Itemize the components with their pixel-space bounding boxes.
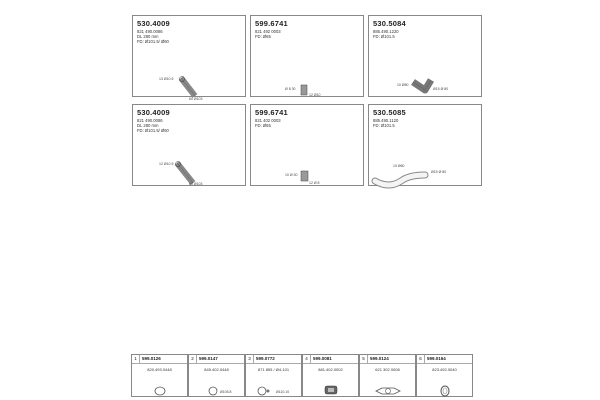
- accessory-number: 599.0164: [427, 356, 446, 361]
- part-spec-line: FD: Ø65: [255, 123, 271, 128]
- part-card[interactable]: [132, 15, 246, 101]
- part-number: 530.5085: [373, 108, 406, 117]
- part-card[interactable]: [250, 104, 364, 186]
- part-number: 599.6741: [255, 19, 288, 28]
- accessory-code: 621 302 0008: [375, 367, 400, 372]
- pipe-dimension-label: 12 Ø 8: [309, 181, 320, 185]
- accessory-card[interactable]: [245, 354, 302, 397]
- accessory-index: 5: [360, 355, 368, 363]
- part-spec-line: 885.490.1120: [373, 118, 399, 123]
- part-number: 530.4009: [137, 19, 170, 28]
- accessory-index: 4: [303, 355, 311, 363]
- pipe-clamp-icon: [132, 355, 189, 398]
- part-card[interactable]: [368, 15, 482, 97]
- part-spec-line: DL 280 mm: [137, 123, 159, 128]
- accessory-code: 871 855 / Ø4-101: [257, 367, 290, 372]
- accessory-index: 6: [417, 355, 425, 363]
- part-spec-line: DL 280 mm: [137, 34, 159, 39]
- accessory-index: 1: [132, 355, 140, 363]
- pipe-dimension-label: Ø15 Ø 80: [431, 170, 447, 174]
- pipe-dimension-label: 13 Ø10.5: [159, 77, 174, 81]
- accessory-card[interactable]: [416, 354, 473, 397]
- accessory-number: 599.0081: [313, 356, 332, 361]
- flange-gasket-icon: [360, 355, 417, 398]
- part-spec-line: 885.490.1220: [373, 29, 399, 34]
- part-spec-line: FD: Ø101.5: [373, 34, 395, 39]
- pipe-connector-drawing: [251, 105, 365, 187]
- exhaust-pipe-drawing: [133, 16, 247, 101]
- accessory-code: 881.402.0002: [318, 367, 343, 372]
- exhaust-bend-drawing: [369, 105, 483, 187]
- accessory-index: 2: [189, 355, 197, 363]
- accessory-code: 823.492.0040: [432, 367, 457, 372]
- part-spec-line: FD: Ø101.5/ Ø60: [137, 128, 169, 133]
- part-spec-line: 821 490.0086: [137, 29, 163, 34]
- exhaust-pipe-drawing: [133, 105, 247, 187]
- accessory-number: 599.0126: [142, 356, 161, 361]
- accessory-code: 845.402.0448: [204, 367, 229, 372]
- exhaust-clamp-icon: [246, 355, 303, 398]
- pipe-dimension-label: 10 Ø50: [397, 83, 409, 87]
- pipe-connector-drawing: [251, 16, 365, 98]
- part-spec-line: FD: Ø65: [255, 34, 271, 39]
- part-spec-line: FD: Ø101.5: [373, 123, 395, 128]
- part-card[interactable]: [368, 104, 482, 186]
- accessory-code: 820.493.0448: [147, 367, 172, 372]
- pipe-dimension-label: 60 Ø103: [189, 182, 203, 186]
- part-spec-line: 821 490.0086: [137, 118, 163, 123]
- part-number: 530.4009: [137, 108, 170, 117]
- pipe-dimension-label: 10 Ø 30: [285, 173, 298, 177]
- sealing-ring-icon: [417, 355, 474, 398]
- part-number: 599.6741: [255, 108, 288, 117]
- pipe-dimension-label: 12 Ø10: [309, 93, 321, 97]
- pipe-dimension-label: 60 Ø103: [189, 97, 203, 101]
- accessory-card[interactable]: [188, 354, 245, 397]
- accessory-card[interactable]: [131, 354, 188, 397]
- part-spec-line: FD: Ø101.5/ Ø60: [137, 39, 169, 44]
- accessory-number: 599.0124: [370, 356, 389, 361]
- accessory-index: 3: [246, 355, 254, 363]
- part-card[interactable]: [132, 104, 246, 186]
- clamp-size-label: Ø110.10: [276, 390, 290, 394]
- pipe-dimension-label: Ø15 Ø 80: [433, 87, 449, 91]
- accessory-card[interactable]: [302, 354, 359, 397]
- pipe-dimension-label: 12 Ø10.5: [159, 162, 174, 166]
- accessory-number: 599.0147: [199, 356, 218, 361]
- part-number: 530.5084: [373, 19, 406, 28]
- pipe-dimension-label: Ø 8 30: [285, 87, 296, 91]
- part-spec-line: 821 492 0003: [255, 29, 281, 34]
- rubber-mount-icon: [303, 355, 360, 398]
- pipe-clamp-icon: [189, 355, 246, 398]
- part-spec-line: 821 402 0003: [255, 118, 281, 123]
- accessory-number: 599.0772: [256, 356, 275, 361]
- pipe-dimension-label: 10 Ø60: [393, 164, 405, 168]
- accessory-card[interactable]: [359, 354, 416, 397]
- exhaust-elbow-drawing: [369, 16, 483, 98]
- part-card[interactable]: [250, 15, 364, 97]
- clamp-size-label: Ø105.8: [220, 390, 232, 394]
